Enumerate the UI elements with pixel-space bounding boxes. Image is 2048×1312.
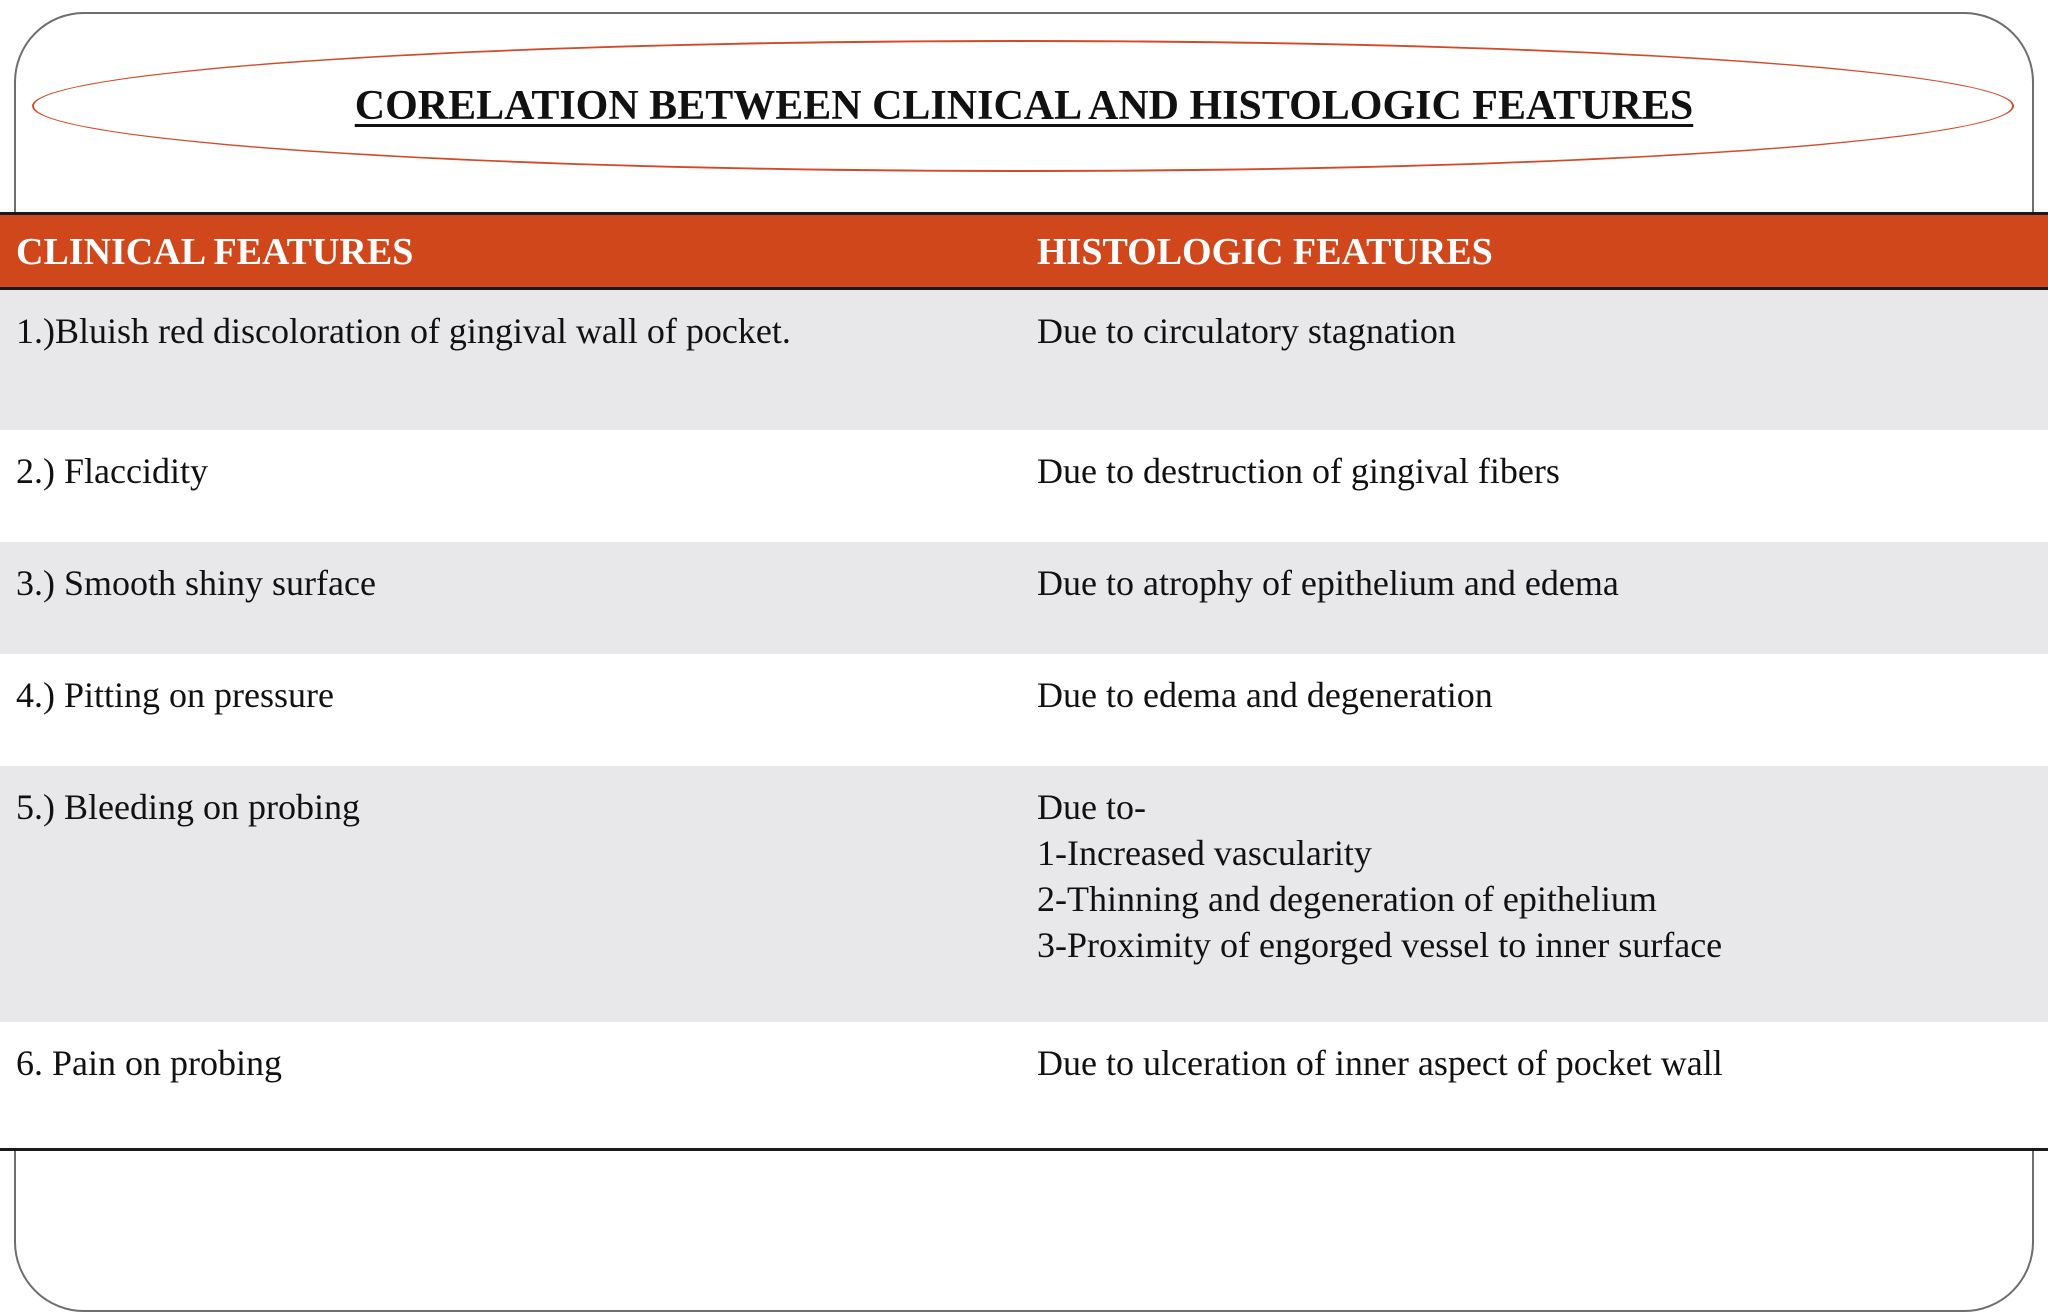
table-row [0,766,2048,1022]
slide-title: CORELATION BETWEEN CLINICAL AND HISTOLOGIC FEATURES [354,83,1694,129]
table-row [0,654,2048,766]
histologic-cell [1037,784,1722,968]
histologic-line: Due to destruction of gingival fibers [1037,451,1560,491]
histologic-line: 2-Thinning and degeneration of epithelium [1037,879,1657,919]
table-row [0,1022,2048,1150]
clinical-cell: 1.)Bluish red discoloration of gingival wall of pocket. [16,311,791,351]
histologic-line: Due to- [1037,787,1146,827]
histologic-cell [1037,448,1560,494]
histologic-line: Due to edema and degeneration [1037,675,1493,715]
clinical-cell: 4.) Pitting on pressure [16,675,334,715]
histologic-cell [1037,1040,1723,1086]
histologic-line: 1-Increased vascularity [1037,833,1372,873]
table-row [0,430,2048,542]
header-histologic: HISTOLOGIC FEATURES [1037,231,1493,273]
histologic-line: Due to ulceration of inner aspect of pocket wall [1037,1043,1723,1083]
clinical-cell: 3.) Smooth shiny surface [16,563,376,603]
histologic-line: Due to atrophy of epithelium and edema [1037,563,1619,603]
table-row [0,542,2048,654]
histologic-line: 3-Proximity of engorged vessel to inner surface [1037,925,1723,965]
features-table [0,212,2048,1150]
histologic-line: Due to circulatory stagnation [1037,311,1456,351]
histologic-cell [1037,672,1493,718]
table-row [0,290,2048,430]
histologic-cell [1037,308,1456,354]
histologic-cell [1037,560,1619,606]
clinical-cell: 5.) Bleeding on probing [16,787,360,827]
table-bottom-border [0,1148,2048,1151]
table-header-row [0,215,2048,290]
clinical-cell: 2.) Flaccidity [16,451,208,491]
header-clinical: CLINICAL FEATURES [16,231,414,273]
clinical-cell: 6. Pain on probing [16,1043,282,1083]
